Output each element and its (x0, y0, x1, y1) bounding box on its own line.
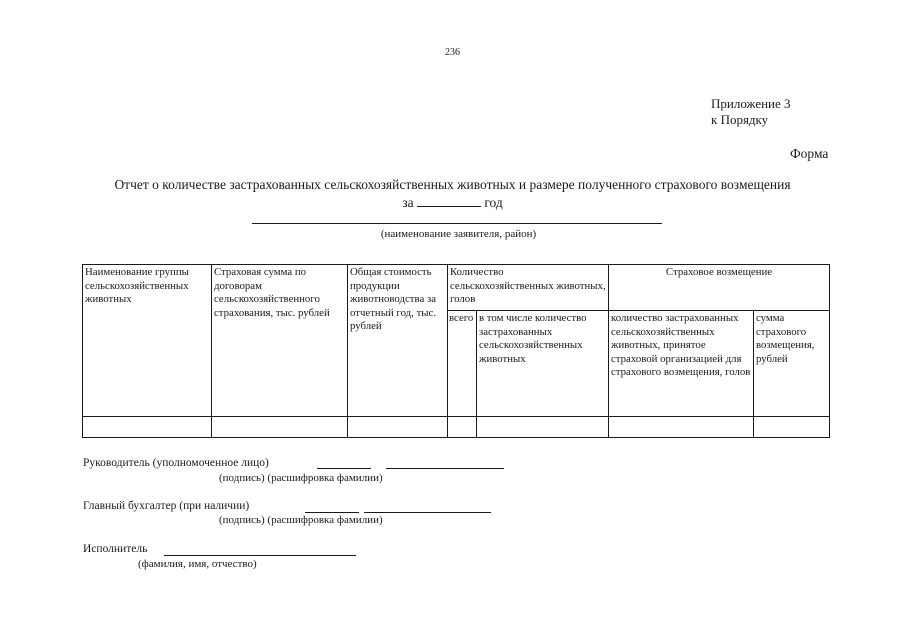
head-signature-label: Руководитель (уполномоченное лицо) (83, 457, 269, 469)
appendix-reference (711, 96, 791, 128)
subheader-compensation-sum: сумма страхового возмещения, рублей (754, 311, 830, 417)
subheader-accepted-count: количество застрахованных сельскохозяйственных животных, принятое страховой организацией для страхового возмещения, голов (609, 311, 754, 417)
applicant-blank-line (252, 223, 662, 224)
table-cell (448, 417, 477, 438)
executor-name-line (164, 555, 356, 556)
form-label: Форма (790, 146, 829, 161)
accountant-name-line (364, 512, 491, 513)
header-group-name: Наименование группы сельскохозяйственных животных (83, 265, 212, 417)
table-header-row (83, 265, 830, 311)
header-animal-quantity: Количество сельскохозяйственных животных, голов (448, 265, 609, 311)
accountant-signature-caption: (подпись) (расшифровка фамилии) (219, 514, 383, 526)
table-cell (83, 417, 212, 438)
executor-label: Исполнитель (83, 543, 148, 555)
subheader-total: всего (448, 311, 477, 417)
report-title: Отчет о количестве застрахованных сельскохозяйственных животных и размере полученного страхового возмещения (114, 177, 791, 192)
year-blank-line (417, 194, 481, 207)
applicant-caption: (наименование заявителя, район) (380, 228, 537, 240)
head-signature-line (317, 468, 371, 469)
head-name-line (386, 468, 504, 469)
report-table (82, 264, 830, 438)
head-signature-caption: (подпись) (расшифровка фамилии) (219, 472, 383, 484)
table-cell (477, 417, 609, 438)
accountant-signature-label: Главный бухгалтер (при наличии) (83, 500, 250, 512)
subheader-insured-count: в том числе количество застрахованных сельскохозяйственных животных (477, 311, 609, 417)
header-insurance-compensation: Страховое возмещение (609, 265, 830, 311)
accountant-signature-line (305, 512, 359, 513)
table-cell (609, 417, 754, 438)
header-insured-sum: Страховая сумма по договорам сельскохозяйственного страхования, тыс. рублей (212, 265, 348, 417)
appendix-line-1: Приложение 3 (711, 96, 791, 111)
appendix-line-2: к Порядку (711, 112, 769, 127)
table-cell (754, 417, 830, 438)
executor-caption: (фамилия, имя, отчество) (138, 558, 257, 570)
header-total-cost: Общая стоимость продукции животноводства за отчетный год, тыс. рублей (348, 265, 448, 417)
table-cell (348, 417, 448, 438)
table-cell (212, 417, 348, 438)
page-number: 236 (445, 47, 460, 58)
report-year-line (0, 194, 905, 211)
year-prefix: за (402, 195, 414, 210)
year-suffix: год (484, 195, 503, 210)
table-row (83, 417, 830, 438)
